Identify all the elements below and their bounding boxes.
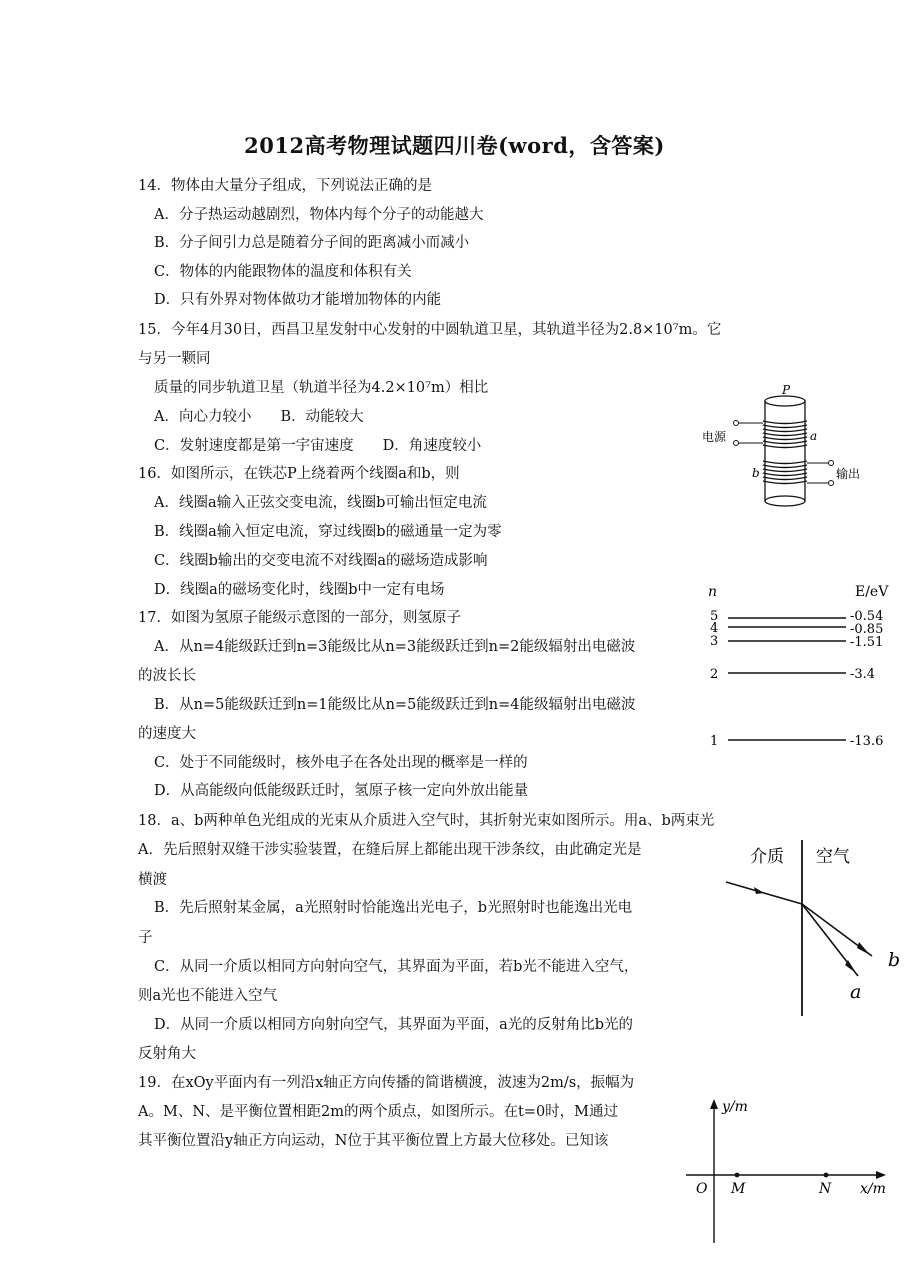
fig19-x-axis-label: x/m <box>860 1181 886 1197</box>
q16-stem: 16．如图所示，在铁芯P上绕着两个线圈a和b，则 <box>138 466 460 482</box>
fig16-source-label: 电源 <box>702 430 727 444</box>
fig19-wave-axes <box>680 1095 905 1245</box>
q18-option-c: C．从同一介质以相同方向射向空气，其界面为平面，若b光不能进入空气， <box>154 959 639 975</box>
q17-option-a: A．从n=4能级跃迁到n=3能级比从n=3能级跃迁到n=2能级辐射出电磁波 <box>154 639 636 655</box>
fig19-point-m-label: M <box>731 1181 746 1197</box>
q14-option-b: B．分子间引力总是随着分子间的距离减小而减小 <box>154 235 470 251</box>
fig16-coil-b-label: b <box>752 466 760 480</box>
fig16-transformer-diagram <box>700 385 870 510</box>
fig16-core-label: P <box>782 385 791 397</box>
page-title: 2012高考物理试题四川卷(word，含答案) <box>244 133 665 158</box>
fig17-level-3-energy: -1.51 <box>850 635 884 650</box>
fig17-energy-level-diagram <box>700 580 905 755</box>
fig18-air-label: 空气 <box>816 847 850 867</box>
q16-option-c: C．线圈b输出的交变电流不对线圈a的磁场造成影响 <box>154 553 488 569</box>
fig17-level-5-n: 5 <box>710 609 719 624</box>
q14-stem: 14．物体由大量分子组成，下列说法正确的是 <box>138 178 432 194</box>
q17-stem: 17．如图为氢原子能级示意图的一部分，则氢原子 <box>138 610 461 626</box>
fig17-level-4-energy: -0.85 <box>850 622 884 637</box>
fig18-medium-label: 介质 <box>750 847 784 867</box>
fig17-level-2-n: 2 <box>710 667 719 682</box>
q18-option-c-cont: 则a光也不能进入空气 <box>138 988 278 1004</box>
q15-stem-cont2: 质量的同步轨道卫星（轨道半径为4.2×10⁷m）相比 <box>154 380 489 396</box>
fig18-refraction-diagram <box>720 838 905 1018</box>
q18-option-a-cont: 横渡 <box>138 872 167 888</box>
q15-options-cd: C．发射速度都是第一宇宙速度 D．角速度较小 <box>154 438 482 454</box>
q18-option-d-cont: 反射角大 <box>138 1046 196 1062</box>
fig17-energy-header: E/eV <box>855 584 889 600</box>
fig17-n-header: n <box>708 584 718 600</box>
fig19-origin-label: O <box>696 1181 708 1197</box>
q15-options-ab: A．向心力较小 B．动能较大 <box>154 409 364 425</box>
q17-option-b: B．从n=5能级跃迁到n=1能级比从n=5能级跃迁到n=4能级辐射出电磁波 <box>154 697 636 713</box>
fig16-output-label: 输出 <box>836 467 861 481</box>
q17-option-c: C．处于不同能级时，核外电子在各处出现的概率是一样的 <box>154 755 528 771</box>
q16-option-a: A．线圈a输入正弦交变电流，线圈b可输出恒定电流 <box>154 495 487 511</box>
fig19-point-n-label: N <box>819 1181 832 1197</box>
q18-stem: 18．a、b两种单色光组成的光束从介质进入空气时，其折射光束如图所示。用a、b两束光 <box>138 813 715 829</box>
q18-option-d: D．从同一介质以相同方向射向空气，其界面为平面，a光的反射角比b光的 <box>154 1017 634 1033</box>
q19-stem-cont: A。M、N、是平衡位置相距2m的两个质点，如图所示。在t=0时，M通过 <box>138 1104 619 1120</box>
fig17-level-2-energy: -3.4 <box>850 667 876 682</box>
fig18-ray-b-label: b <box>888 949 901 971</box>
q16-option-d: D．线圈a的磁场变化时，线圈b中一定有电场 <box>154 582 445 598</box>
q17-option-b-cont: 的速度大 <box>138 726 196 742</box>
fig18-ray-a-label: a <box>850 981 862 1003</box>
q14-option-a: A．分子热运动越剧烈，物体内每个分子的动能越大 <box>154 207 484 223</box>
fig17-level-1-n: 1 <box>710 734 719 749</box>
q18-option-b-cont: 子 <box>138 930 153 946</box>
q15-stem-cont: 与另一颗同 <box>138 351 211 367</box>
q17-option-d: D．从高能级向低能级跃迁时，氢原子核一定向外放出能量 <box>154 783 529 799</box>
fig19-y-axis-label: y/m <box>722 1099 748 1115</box>
q16-option-b: B．线圈a输入恒定电流，穿过线圈b的磁通量一定为零 <box>154 524 502 540</box>
q15-stem: 15．今年4月30日，西昌卫星发射中心发射的中圆轨道卫星，其轨道半径为2.8×10⁷m。它 <box>138 322 722 338</box>
q19-stem: 19．在xOy平面内有一列沿x轴正方向传播的简谐横渡，波速为2m/s，振幅为 <box>138 1075 635 1091</box>
fig16-coil-a-label: a <box>810 429 818 443</box>
q17-option-a-cont: 的波长长 <box>138 668 196 684</box>
fig17-level-5-energy: -0.54 <box>850 609 884 624</box>
q14-option-d: D．只有外界对物体做功才能增加物体的内能 <box>154 292 442 308</box>
fig17-level-4-n: 4 <box>710 621 719 636</box>
q18-option-b: B．先后照射某金属，a光照射时恰能逸出光电子，b光照射时也能逸出光电 <box>154 900 633 916</box>
fig17-level-3-n: 3 <box>710 634 719 649</box>
fig17-level-1-energy: -13.6 <box>850 734 884 749</box>
q14-option-c: C．物体的内能跟物体的温度和体积有关 <box>154 264 412 280</box>
q19-stem-cont2: 其平衡位置沿y轴正方向运动，N位于其平衡位置上方最大位移处。已知该 <box>138 1133 609 1149</box>
q18-option-a: A．先后照射双缝干涉实验装置，在缝后屏上都能出现干涉条纹，由此确定光是 <box>138 842 642 858</box>
